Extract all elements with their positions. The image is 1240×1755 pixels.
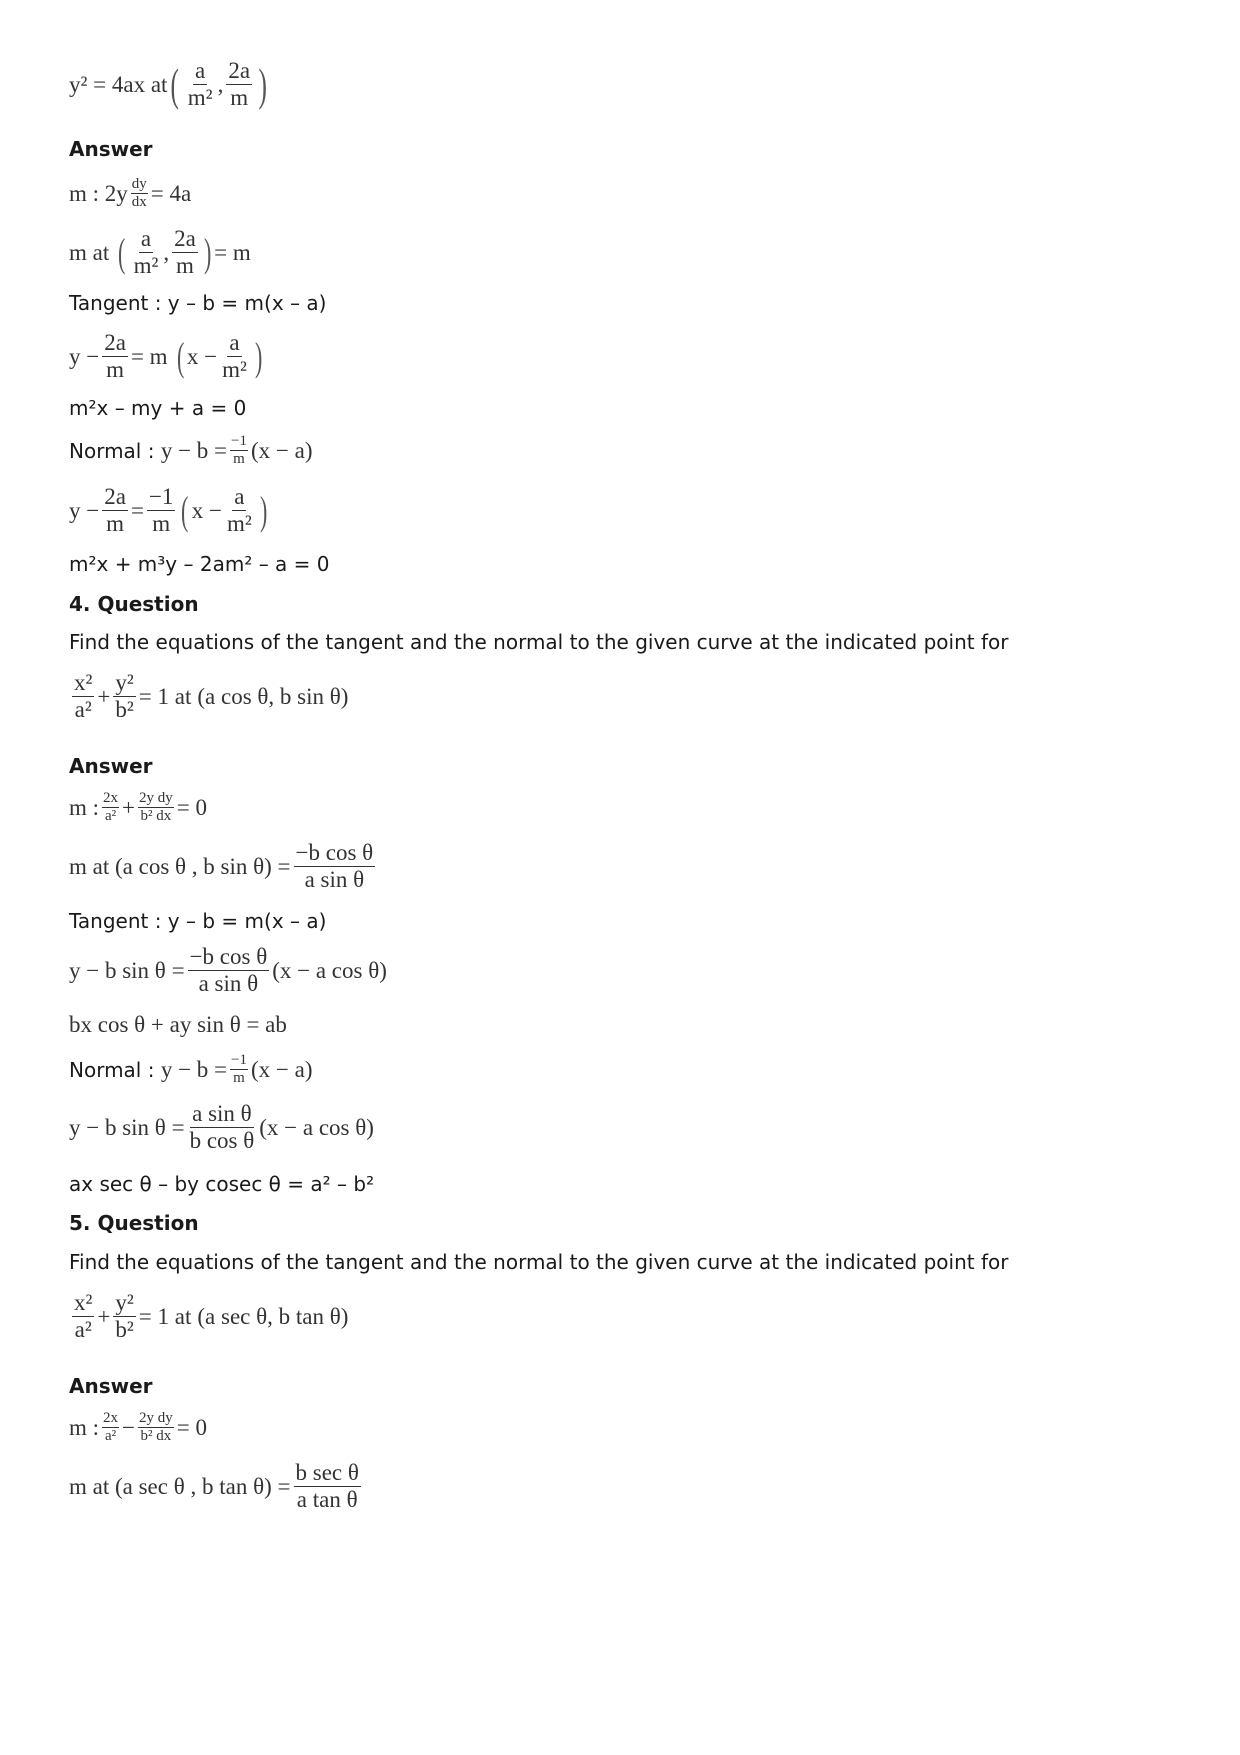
question-4-given-curve: $\frac{\text{x²}}{\text{a²}}$ + $\frac{\text{y²}}{\text{b²}}$ = 1 at (a cos θ, b sin θ): [74, 670, 349, 723]
q4-tangent-substitution: y − b sin θ = $\frac{\text{−b cos θ}}{\text{a sin θ}}$ (x − a cos θ): [69, 944, 387, 997]
given-curve-parabola: y² = 4ax at ( $\frac{a}{\text{m²}}$ , $\frac{2a}{m}$ ): [69, 58, 267, 111]
slope-equation: m : 2y $\frac{dy}{dx}$ = 4a: [69, 176, 192, 211]
q4-tangent-formula: Tangent : y – b = m(x – a): [69, 909, 327, 933]
question-5-prompt: Find the equations of the tangent and the normal to the given curve at the indicated point for: [69, 1250, 1009, 1274]
normal-result: m²x + m³y – 2am² – a = 0: [69, 552, 330, 576]
normal-substitution: y − $\frac{2a}{m}$ = $\frac{-1}{m}$ ( x − $\frac{a}{\text{m²}}$ ): [69, 484, 268, 537]
question-5-heading: 5. Question: [69, 1211, 199, 1235]
normal-formula: Normal : y − b = $\frac{-1}{m}$ (x − a): [69, 433, 313, 468]
q4-slope-at-point: m at (a cos θ , b sin θ) = $\frac{\text{−b cos θ}}{\text{a sin θ}}$: [69, 840, 374, 893]
question-4-heading: 4. Question: [69, 592, 199, 616]
answer-label: Answer: [69, 137, 153, 161]
q4-normal-formula: Normal : y − b = $\frac{-1}{m}$ (x − a): [69, 1052, 313, 1087]
q4-tangent-result: bx cos θ + ay sin θ = ab: [69, 1012, 287, 1037]
tangent-result: m²x – my + a = 0: [69, 396, 247, 420]
q4-normal-result: ax sec θ – by cosec θ = a² – b²: [69, 1172, 375, 1196]
answer-label: Answer: [69, 754, 153, 778]
q5-slope-at-point: m at (a sec θ , b tan θ) = $\frac{\text{b sec θ}}{\text{a tan θ}}$: [69, 1460, 359, 1513]
q4-normal-substitution: y − b sin θ = $\frac{\text{a sin θ}}{\text{b cos θ}}$ (x − a cos θ): [69, 1101, 374, 1154]
q5-slope-equation: m : $\frac{2x}{\text{a²}}$ − $\frac{\text{2y dy}}{\text{b² dx}}$ = 0: [69, 1410, 207, 1445]
question-4-prompt: Find the equations of the tangent and the normal to the given curve at the indicated point for: [69, 630, 1009, 654]
question-5-given-curve: $\frac{\text{x²}}{\text{a²}}$ + $\frac{\text{y²}}{\text{b²}}$ = 1 at (a sec θ, b tan θ): [74, 1290, 349, 1343]
slope-at-point: m at ( $\frac{a}{\text{m²}}$ , $\frac{2a}{m}$ ) = m: [69, 226, 251, 279]
tangent-formula: Tangent : y – b = m(x – a): [69, 291, 327, 315]
tangent-substitution: y − $\frac{2a}{m}$ = m ( x − $\frac{a}{\text{m²}}$ ): [69, 330, 263, 383]
q4-slope-equation: m : $\frac{2x}{\text{a²}}$ + $\frac{\text{2y dy}}{\text{b² dx}}$ = 0: [69, 790, 207, 825]
answer-label: Answer: [69, 1374, 153, 1398]
